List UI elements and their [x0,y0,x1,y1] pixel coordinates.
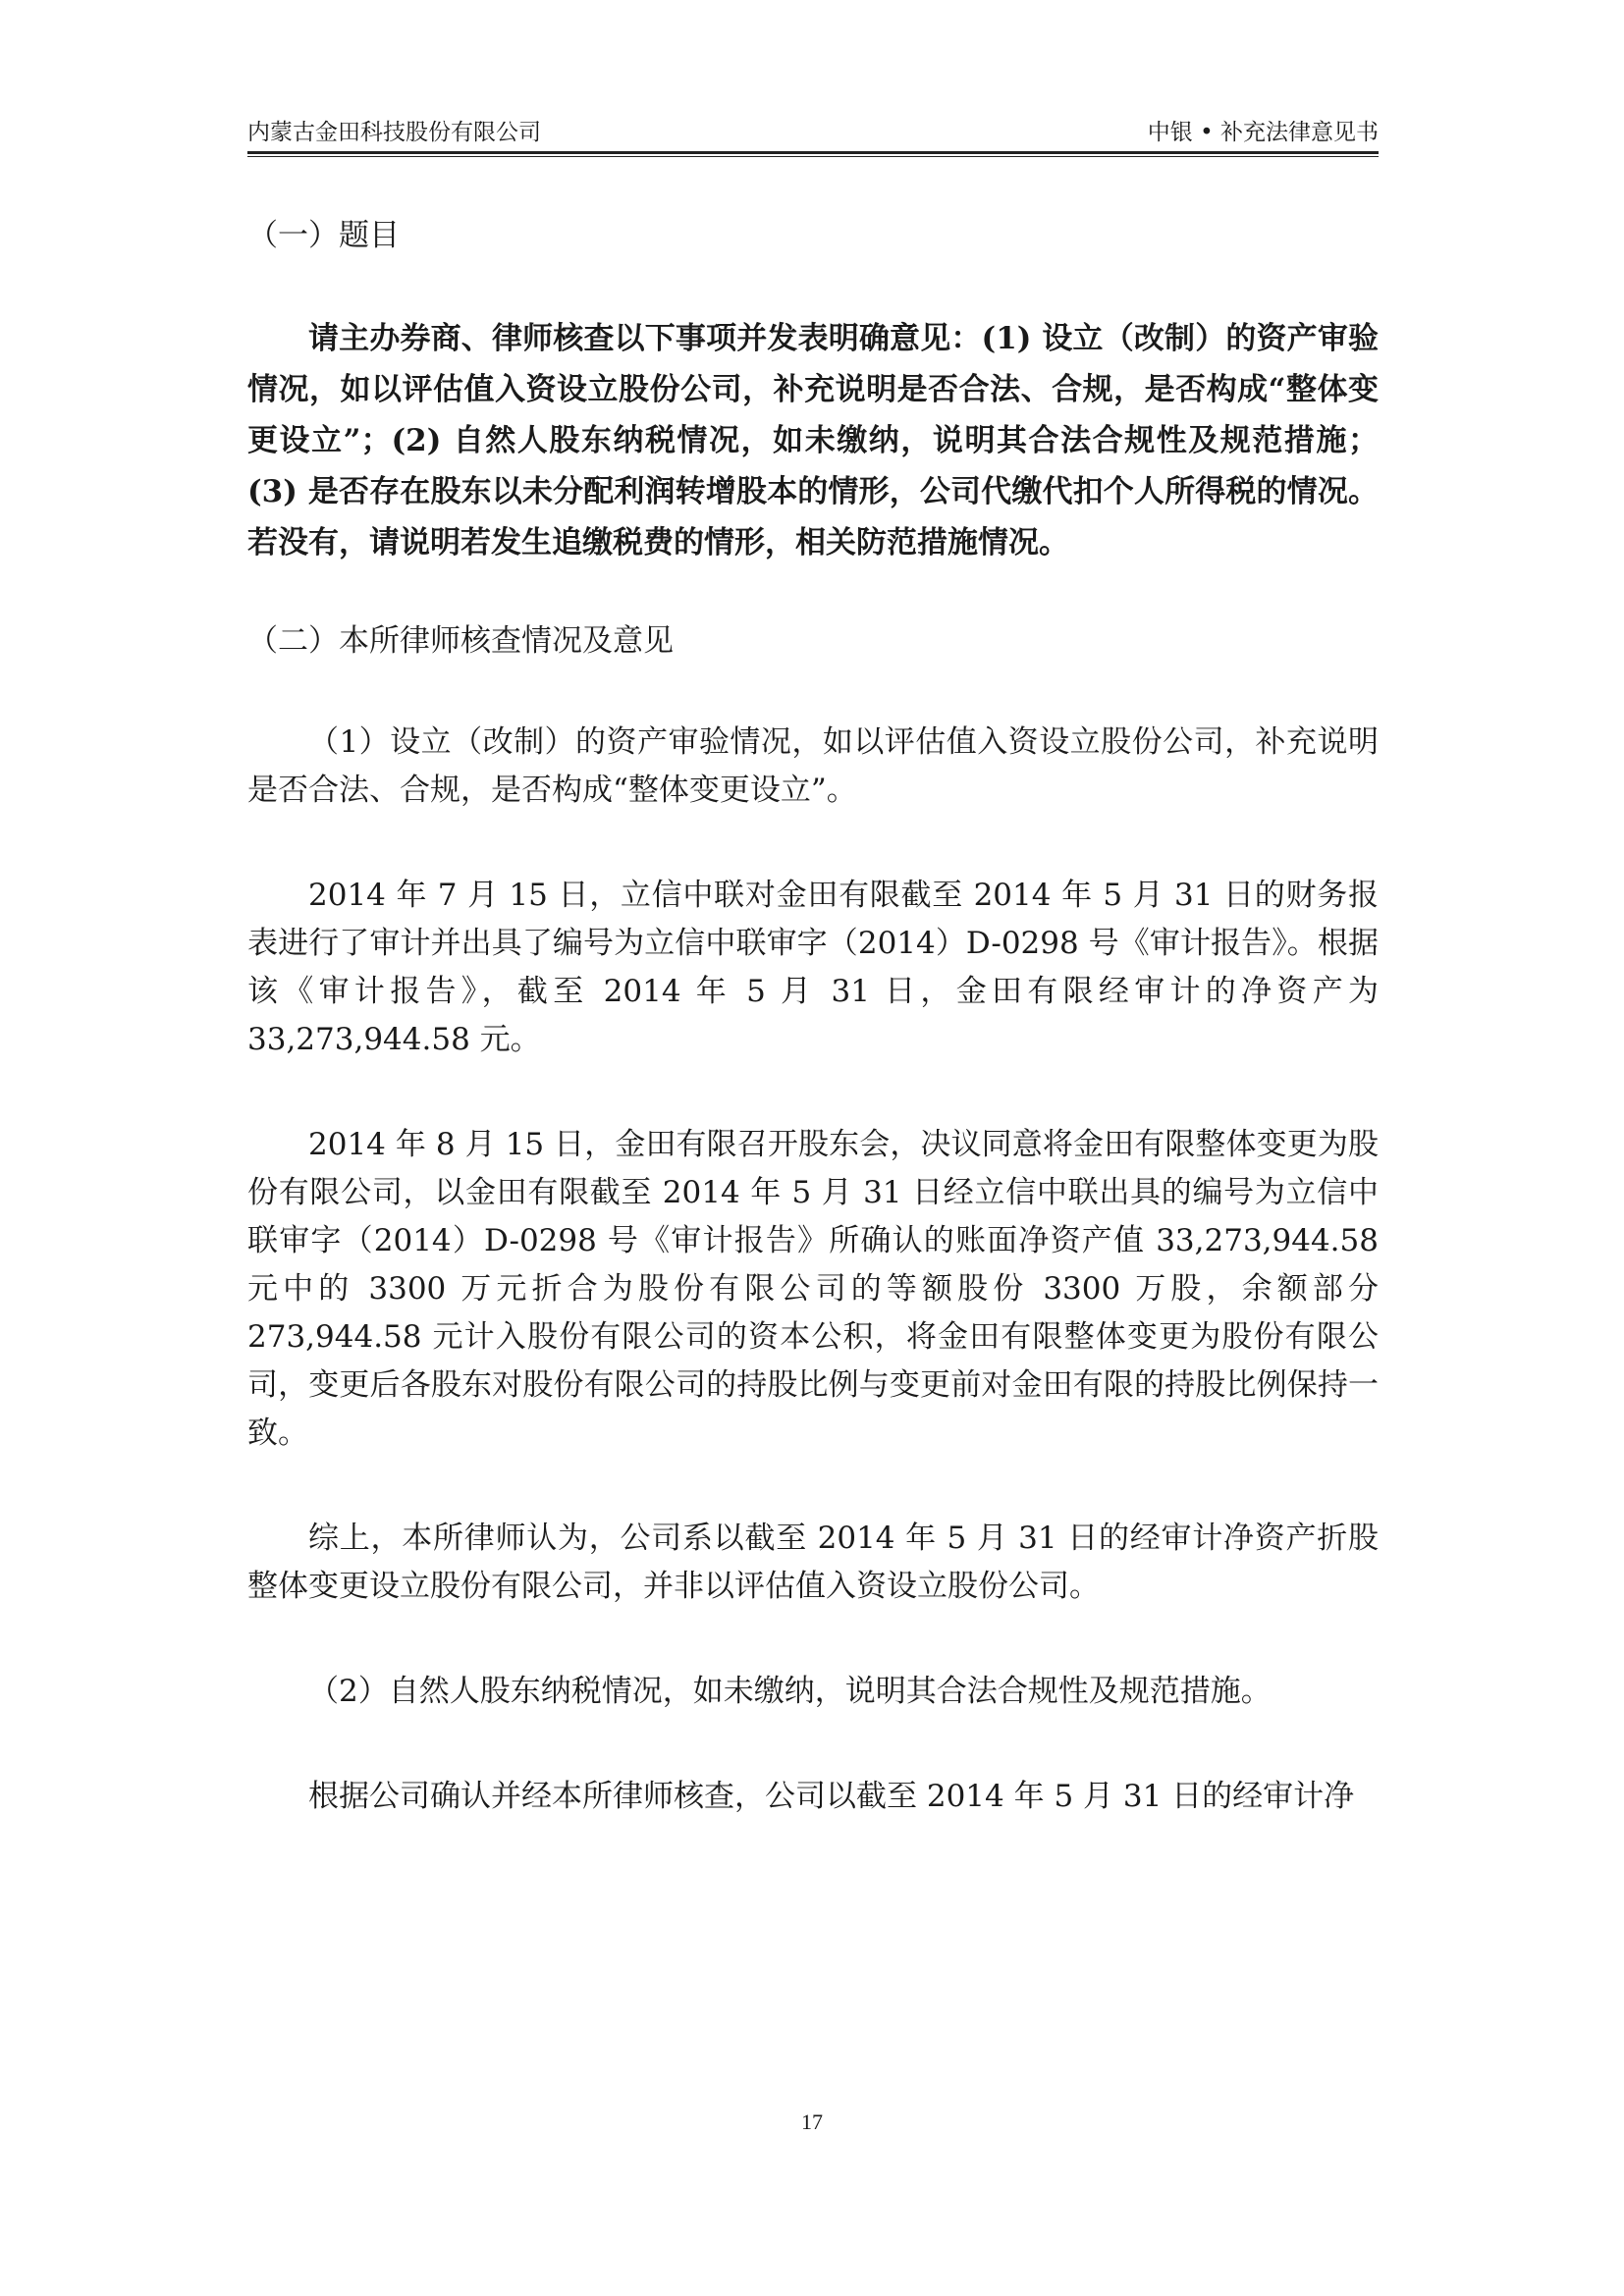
section-heading-question: （一）题目 [247,218,400,253]
header-divider-thin [247,156,1379,157]
document-body [247,212,1379,1878]
section-heading-opinion: （二）本所律师核查情况及意见 [247,623,674,659]
header-document-title: 中银 • 补充法律意见书 [1147,120,1379,145]
header-company-name: 内蒙古金田科技股份有限公司 [247,120,541,145]
page-number: 17 [801,2109,823,2134]
subquestion-2: （2）自然人股东纳税情况，如未缴纳，说明其合法合规性及规范措施。 [308,1674,1272,1709]
page-header [247,110,1379,149]
paragraph-shareholder-meeting: 2014 年 8 月 15 日，金田有限召开股东会，决议同意将金田有限整体变更为股份有限公司，以金田有限截至 2014 年 5 月 31 日经立信中联出具的编号为立信中联审字（2014）D-0298 号《审计报告》所确认的账面净资产值 33,273,944.58 元中的 3300 万元折合为股份有限公司的等额股份 3300 万股，余额部分 273,944.58 元计入股份有限公司的资本公积，将金田有限整体变更为股份有限公司，变更后各股东对股份有限公司的持股比例与变更前对金田有限的持股比例保持一致。 [247,1127,1379,1451]
paragraph-tax: 根据公司确认并经本所律师核查，公司以截至 2014 年 5 月 31 日的经审计净 [308,1779,1355,1814]
paragraph-audit: 2014 年 7 月 15 日，立信中联对金田有限截至 2014 年 5 月 31 日的财务报表进行了审计并出具了编号为立信中联审字（2014）D-0298 号《审计报告》。根据该《审计报告》，截至 2014 年 5 月 31 日，金田有限经审计的净资产为 33,273,944.58 元。 [247,878,1379,1057]
paragraph-conclusion: 综上，本所律师认为，公司系以截至 2014 年 5 月 31 日的经审计净资产折股整体变更设立股份有限公司，并非以评估值入资设立股份公司。 [247,1521,1379,1604]
question-text: 请主办券商、律师核查以下事项并发表明确意见：(1) 设立（改制）的资产审验情况，如以评估值入资设立股份公司，补充说明是否合法、合规，是否构成“整体变更设立”；(2) 自然人股东纳税情况，如未缴纳，说明其合法合规性及规范措施；(3) 是否存在股东以未分配利润转增股本的情形，公司代缴代扣个人所得税的情况。若没有，请说明若发生追缴税费的情形，相关防范措施情况。 [247,321,1379,561]
subquestion-1: （1）设立（改制）的资产审验情况，如以评估值入资设立股份公司，补充说明是否合法、合规，是否构成“整体变更设立”。 [247,724,1379,808]
header-divider [247,151,1379,154]
